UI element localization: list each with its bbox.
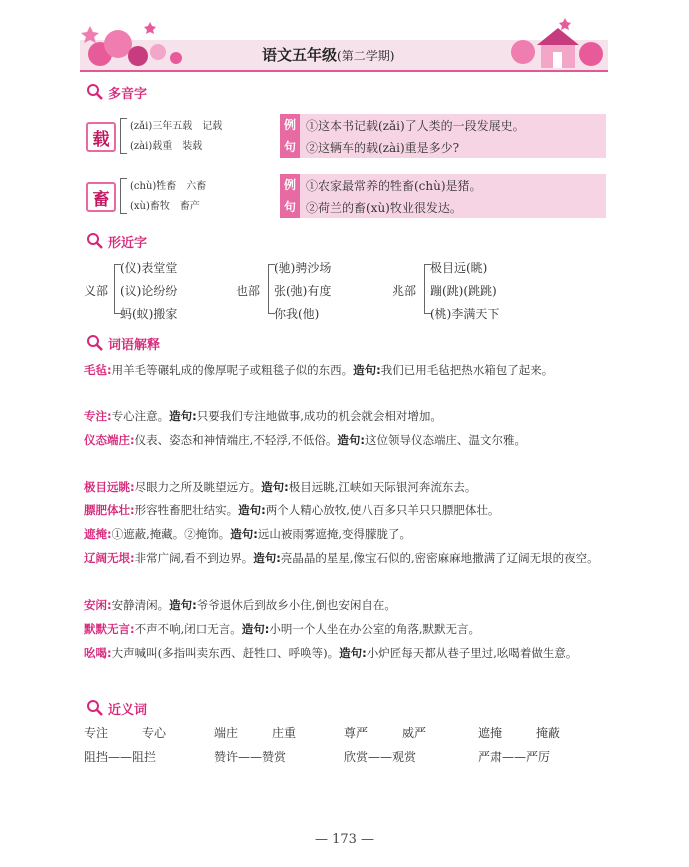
term: 膘肥体壮: [84,503,135,517]
house-decoration-right [505,14,605,72]
similar-word: 你我(他) [274,307,320,321]
definition-entry [84,595,604,615]
example-sentence: ②这辆车的载(zài)重是多少? [306,141,460,155]
synonym-pair: 阻挡——阻拦 [84,750,157,764]
example-sentence: ②荷兰的畜(xù)牧业很发达。 [306,201,462,215]
reading-line: (zǎi)三年五载 记载 [130,121,223,132]
magnifier-icon [86,232,104,250]
example: 小炉匠每天都从巷子里过,吆喝着做生意。 [366,646,578,660]
meaning: 形容牲畜肥壮结实。 [134,503,239,517]
example: 两个人精心放牧,使八百多只羊只只膘肥体壮。 [265,503,500,517]
definition-entry [84,524,604,544]
definition-entry [84,500,604,520]
zaoju-label: 造句: [230,527,258,541]
meaning: 用羊毛等碾轧成的像厚呢子或粗毯子似的东西。 [111,363,354,377]
synonym-word: 专心 [142,726,167,740]
meaning: 不声不响,闭口无言。 [134,622,242,636]
definition-entry [84,619,604,639]
zaoju-label: 造句: [337,433,366,447]
example-sentence: ①农家最常养的牲畜(chù)是猪。 [306,179,482,193]
synonym-pair: 严肃——严厉 [478,750,551,764]
example: 只要我们专注地做事,成功的机会就会相对增加。 [196,409,442,423]
meaning: 专心注意。 [111,409,170,423]
synonym-word: 遮掩 [478,726,503,740]
synonym-pair: 赞许——赞赏 [214,750,287,764]
radical-label: 义部 [84,284,109,298]
zaoju-label: 造句: [353,363,381,377]
term: 仪态端庄: [84,433,135,447]
term: 遮掩: [84,527,112,541]
polyphonic-char: 畜 [86,182,116,212]
term: 极目远眺: [84,480,135,494]
zaoju-label: 造句: [169,598,197,612]
header-underline [80,70,608,72]
similar-word: 蹦(跳)(跳跳) [430,284,497,298]
meaning: 尽眼力之所及眺望远方。 [134,480,262,494]
synonym-word: 专注 [84,726,109,740]
radical-label: 也部 [236,284,261,298]
polyphonic-char: 载 [86,122,116,152]
term: 辽阔无垠: [84,551,135,565]
similar-word: (驰)骋沙场 [274,261,332,275]
page-header-title: 语文五年级(第二学期) [262,46,395,64]
zaoju-label: 造句: [253,551,281,565]
definition-entry [84,477,604,497]
reading-line: (chù)牲畜 六畜 [130,181,207,192]
magnifier-icon [86,699,104,717]
example-label: 例 [280,114,300,136]
example-label: 例 [280,174,300,196]
definition-entry [84,406,604,426]
reading-line: (xù)畜牧 畜产 [130,201,200,212]
zaoju-label: 造句: [238,503,266,517]
section-heading-vocab: 词语解释 [86,331,160,355]
example: 爷爷退休后到故乡小住,倒也安闲自在。 [196,598,396,612]
section-heading-polyphonic: 多音字 [86,80,147,104]
example-label: 句 [280,196,300,218]
zaoju-label: 造句: [339,646,367,660]
example-sentence: ①这本书记载(zǎi)了人类的一段发展史。 [306,119,525,133]
zaoju-label: 造句: [241,622,270,636]
meaning: 安静清闲。 [111,598,170,612]
meaning: 大声喊叫(多指叫卖东西、赶牲口、呼唤等)。 [111,646,340,660]
bracket [120,178,127,214]
flower-decoration-left [80,14,190,72]
page-header-subtitle: (第二学期) [337,49,395,63]
section-heading-similar: 形近字 [86,229,147,253]
example: 这位领导仪态端庄、温文尔雅。 [365,433,527,447]
example: 亮晶晶的星星,像宝石似的,密密麻麻地撒满了辽阔无垠的夜空。 [280,551,599,565]
definition-entry [84,548,604,568]
definition-entry [84,430,604,450]
example: 远山被雨雾遮掩,变得朦胧了。 [257,527,412,541]
synonym-pair: 欣赏——观赏 [344,750,417,764]
radical-label: 兆部 [392,284,417,298]
similar-word: (议)论纷纷 [120,284,178,298]
magnifier-icon [86,334,104,352]
synonym-word: 威严 [402,726,427,740]
synonym-word: 庄重 [272,726,297,740]
page-number: — 173 — [314,832,375,847]
synonym-word: 尊严 [344,726,369,740]
zaoju-label: 造句: [169,409,197,423]
definition-entry [84,643,604,663]
meaning: 非常广阔,看不到边界。 [134,551,254,565]
reading-line: (zài)载重 装载 [130,141,203,152]
meaning: 仪表、姿态和神情端庄,不轻浮,不低俗。 [134,433,338,447]
bracket [120,118,127,154]
synonym-word: 掩蔽 [536,726,561,740]
similar-word: (仪)表堂堂 [120,261,178,275]
similar-word: (桃)李满天下 [430,307,500,321]
section-heading-synonyms: 近义词 [86,696,147,720]
synonym-word: 端庄 [214,726,239,740]
definition-entry [84,360,604,380]
term: 毛毡: [84,363,112,377]
similar-word: 蚂(蚁)搬家 [120,307,178,321]
term: 专注: [84,409,112,423]
zaoju-label: 造句: [261,480,289,494]
similar-word: 张(弛)有度 [274,284,332,298]
similar-word: 极目远(眺) [430,261,488,275]
meaning: ①遮蔽,掩藏。②掩饰。 [111,527,231,541]
example: 小明一个人坐在办公室的角落,默默无言。 [269,622,481,636]
example: 我们已用毛毡把热水箱包了起来。 [380,363,554,377]
term: 吆喝: [84,646,112,660]
example-label: 句 [280,136,300,158]
magnifier-icon [86,83,104,101]
term: 默默无言: [84,622,135,636]
term: 安闲: [84,598,112,612]
example: 极目远眺,江峡如天际银河奔流东去。 [288,480,477,494]
